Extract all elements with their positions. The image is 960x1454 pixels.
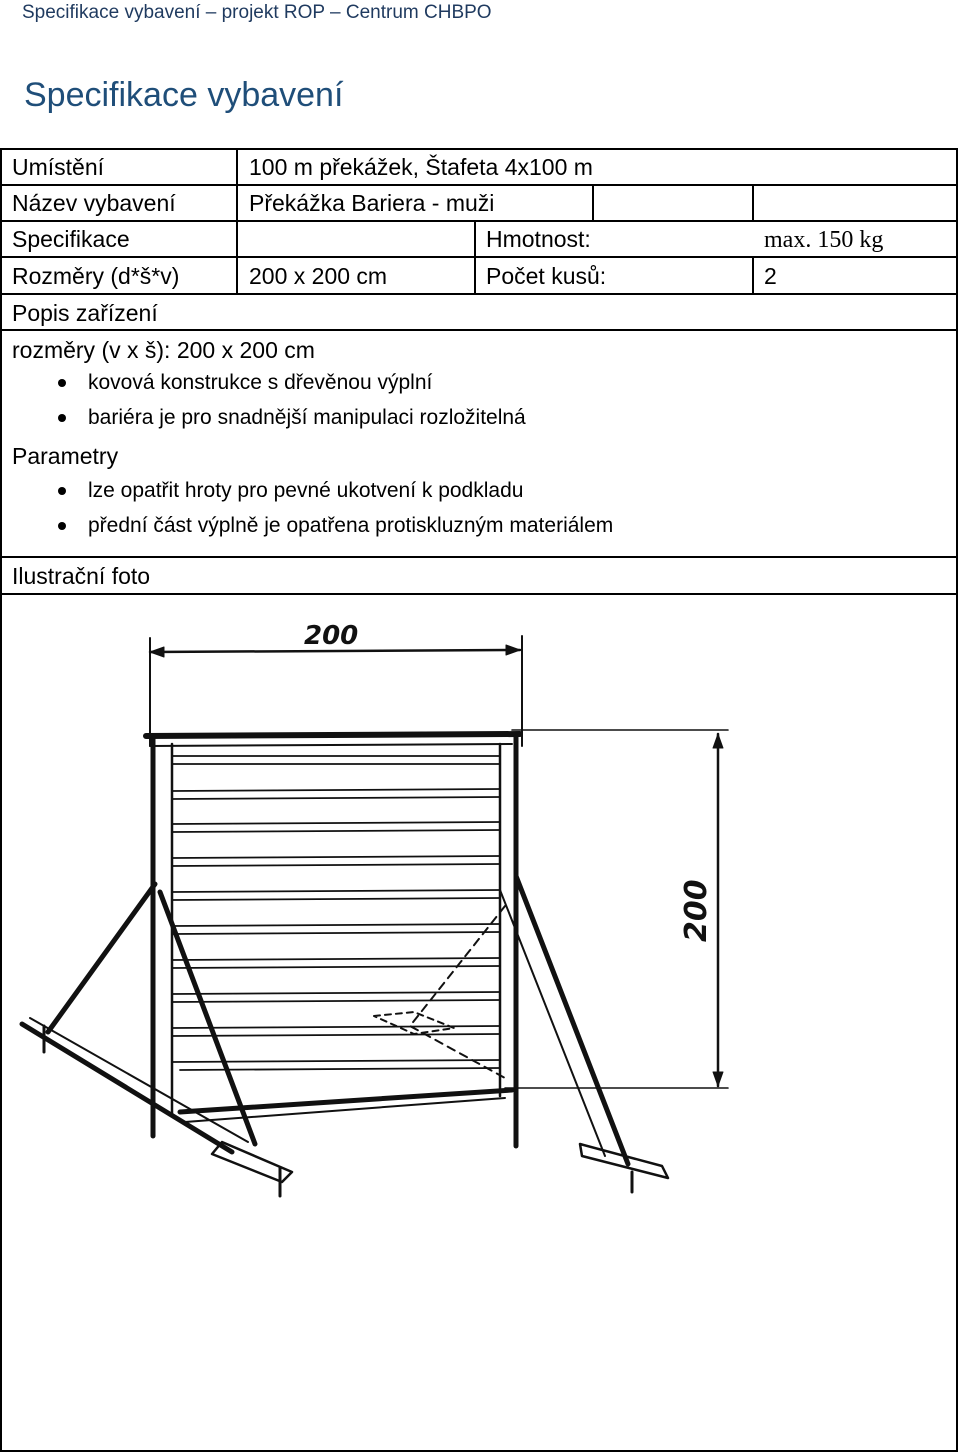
nazev-label: Název vybavení: [12, 190, 176, 216]
parametry-list: [58, 473, 613, 543]
umisteni-value: 100 m překážek, Štafeta 4x100 m: [249, 154, 593, 180]
hmotnost-label: Hmotnost:: [486, 226, 591, 252]
col-divider: [236, 220, 238, 257]
col-divider: [236, 184, 238, 221]
arrow-icon: [506, 645, 520, 655]
wooden-infill: [172, 756, 500, 1070]
col-divider: [236, 148, 238, 185]
arrow-icon: [713, 734, 723, 748]
specifikace-label: Specifikace: [12, 226, 130, 252]
pocet-label: Počet kusů:: [486, 263, 607, 289]
left-foot: [22, 1024, 232, 1152]
right-brace: [516, 876, 628, 1164]
popis-list: [58, 365, 526, 435]
row-divider: [0, 184, 958, 186]
left-brace: [48, 884, 155, 1032]
row-divider: [0, 256, 958, 258]
row-divider: [0, 293, 958, 295]
foto-label: Ilustrační foto: [12, 563, 151, 589]
col-divider: [236, 256, 238, 294]
width-dimension-label: 200: [304, 621, 359, 651]
col-divider: [752, 184, 754, 221]
col-divider: [752, 256, 754, 294]
row-divider: [0, 593, 958, 595]
frame-top-rail: [146, 734, 520, 736]
barrier-sketch: [0, 596, 958, 1452]
height-dimension-label: 200: [679, 879, 714, 942]
pocet-value: 2: [764, 263, 777, 289]
page-title: Specifikace vybavení: [24, 76, 344, 114]
list-item: kovová konstrukce s dřevěnou výplní: [58, 365, 526, 400]
list-item: bariéra je pro snadnější manipulaci rozložitelná: [58, 400, 526, 435]
arrow-icon: [713, 1072, 723, 1086]
arrow-icon: [150, 647, 164, 657]
specification-table: [0, 148, 960, 1454]
row-divider: [0, 556, 958, 558]
rear-base-hidden: [374, 1012, 454, 1034]
popis-heading: rozměry (v x š): 200 x 200 cm: [12, 337, 315, 363]
list-item: přední část výplně je opatřena protiskluzným materiálem: [58, 508, 613, 543]
popis-label: Popis zařízení: [12, 300, 158, 326]
frame-top-rail: [150, 744, 512, 746]
table-border-top: [0, 148, 958, 150]
list-item: lze opatřit hroty pro pevné ukotvení k podkladu: [58, 473, 613, 508]
hmotnost-value: max. 150 kg: [764, 227, 884, 253]
umisteni-label: Umístění: [12, 154, 105, 180]
rozmery-label: Rozměry (d*š*v): [12, 263, 180, 289]
nazev-value: Překážka Bariera - muži: [249, 190, 495, 216]
col-divider: [592, 184, 594, 221]
running-header: Specifikace vybavení – projekt ROP – Centrum CHBPO: [22, 2, 492, 23]
row-divider: [0, 329, 958, 331]
parametry-label: Parametry: [12, 443, 119, 469]
rozmery-value: 200 x 200 cm: [249, 263, 388, 289]
row-divider: [0, 220, 958, 222]
col-divider: [474, 220, 476, 294]
